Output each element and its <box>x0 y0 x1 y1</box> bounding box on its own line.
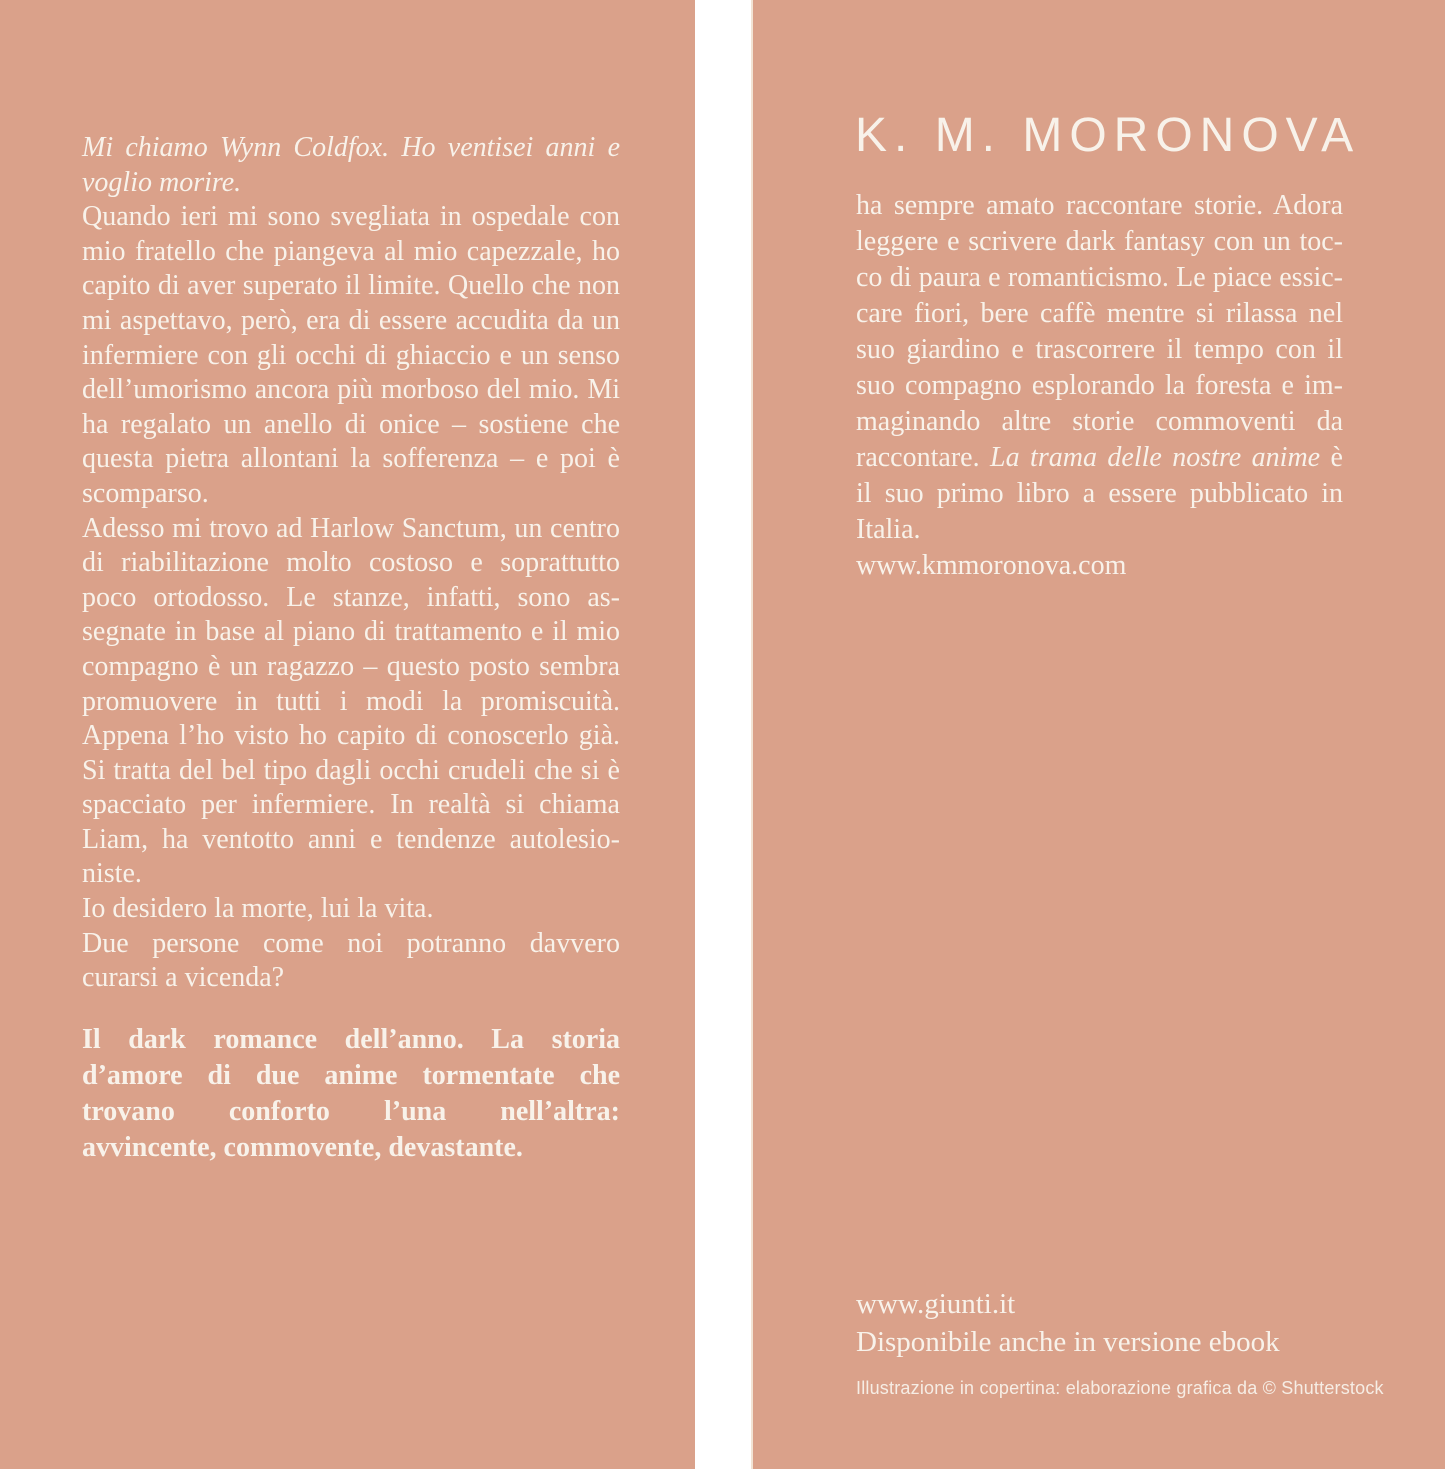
blurb-intro-italic: Mi chiamo Wynn Coldfox. Ho ventisei anni e voglio morire. <box>82 132 620 198</box>
publisher-info-block <box>856 1285 1384 1407</box>
blurb-text-block <box>82 131 620 1166</box>
author-bio-block <box>856 188 1343 584</box>
ebook-note: Disponibile anche in versione ebook <box>856 1326 1280 1358</box>
blurb-paragraph: Due persone come noi potranno davvero curarsi a vicenda? <box>82 927 620 994</box>
cover-credit-line: Illustrazione in copertina: elaborazione grafica da © Shutterstock <box>856 1378 1384 1398</box>
bio-text: ha sempre amato raccontare storie. Adora leggere e scrivere dark fantasy con un tocco di paura e romanticismo. Le piace essiccare fiori, bere caffè mentre si rilassa nel suo giardino e trascorrere il tempo con il suo compagno esplorando la foresta e immaginando altre storie commoventi da raccontare. <box>856 190 1343 473</box>
tagline-paragraph: Il dark romance dell’anno. La storia d’amore di due anime tormentate che trovano conforto l’una nell’altra: avvincente, commovente, devastante. <box>82 1023 620 1163</box>
author-bio <box>856 188 1343 548</box>
blurb-paragraph: Adesso mi trovo ad Harlow Sanctum, un centro di riabilitazione molto costoso e soprattutto poco ortodosso. Le stanze, infatti, sono assegnate in base al piano di trattamento e il mio compagno è un ragazzo – questo posto sembra promuovere in tutti i modi la promiscuità. Appena l’ho visto ho capito di conoscerlo già. Si tratta del bel tipo dagli occhi crudeli che si è spacciato per infermiere. In realtà si chiama Liam, ha ventotto anni e tendenze autolesioniste. <box>82 512 620 890</box>
author-website: www.kmmoronova.com <box>856 550 1127 581</box>
bio-text: è il suo primo libro a essere pubblicato in Italia. <box>856 442 1343 545</box>
book-title: La trama delle nostre anime <box>990 442 1321 473</box>
author-name: K. M. MORONOVA <box>855 109 1361 162</box>
publisher-website: www.giunti.it <box>856 1288 1016 1320</box>
blurb-paragraph: Io desidero la morte, lui la vita. <box>82 893 434 925</box>
spine-gap <box>695 0 753 1469</box>
blurb-paragraph: Quando ieri mi sono svegliata in ospedale con mio fratello che piangeva al mio capezzale, ho capito di aver superato il limite. Quello che non mi aspettavo, però, era di essere accudita da un infermiere con gli occhi di ghiaccio e un senso dell’umorismo ancora più morboso del mio. Mi ha regalato un anello di onice – sostiene che questa pietra allontani la sofferenza – e poi è scomparso. <box>82 201 620 509</box>
